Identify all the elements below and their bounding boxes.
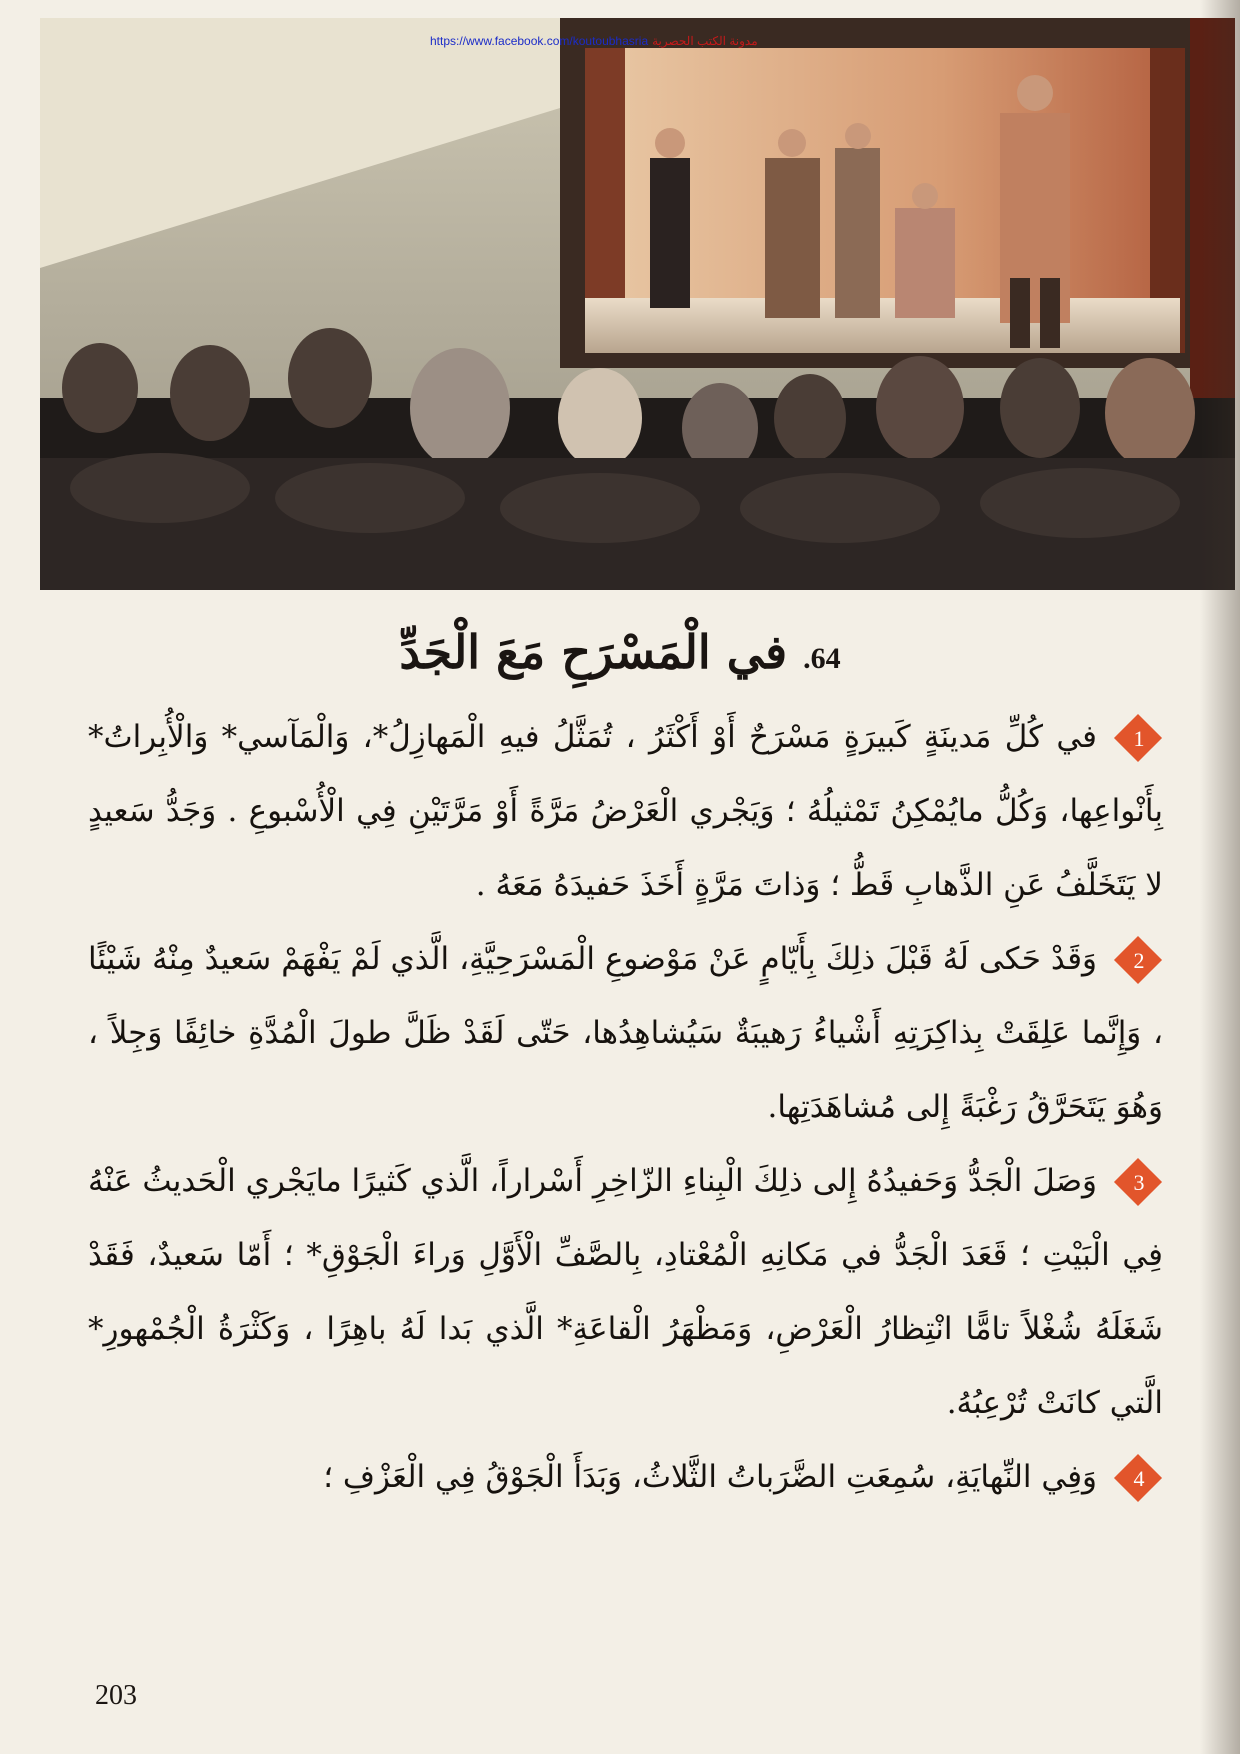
- lesson-title-text: في الْمَسْرَحِ مَعَ الْجَدِّ: [399, 625, 788, 679]
- lesson-body: [88, 700, 1163, 1514]
- watermark-url[interactable]: https://www.facebook.com/koutoubhasria: [430, 34, 649, 48]
- paragraph-text: وَصَلَ الْجَدُّ وَحَفيدُهُ إِلى ذلِكَ الْبِناءِ الزّاخِرِ أَسْراراً، الَّذي كَثيرًا مايَجْري الْحَديثُ عَنْهُ فِي الْبَيْتِ ؛ قَعَدَ الْجَدُّ في مَكانِهِ الْمُعْتادِ، بِالصَّفِّ الْأَوَّلِ وَراءَ الْجَوْقِ* ؛ أَمّا سَعيدٌ، فَقَدْ شَغَلَهُ شُغْلاً تامًّا انْتِظارُ الْعَرْضِ، وَمَظْهَرُ الْقاعَةِ* الَّذي بَدا لَهُ باهِرًا ، وَكَثْرَةُ الْجُمْهورِ* الَّتي كانَتْ تُرْعِبُهُ.: [88, 1163, 1163, 1421]
- paragraph-text: وَقَدْ حَكى لَهُ قَبْلَ ذلِكَ بِأَيّامٍ عَنْ مَوْضوعِ الْمَسْرَحِيَّةِ، الَّذي لَمْ يَفْهَمْ سَعيدٌ مِنْهُ شَيْئًا ، وَإِنَّما عَلِقَتْ بِذاكِرَتِهِ أَشْياءُ رَهيبَةٌ سَيُشاهِدُها، حَتّى لَقَدْ ظَلَّ طولَ الْمُدَّةِ خائِفًا وَجِلاً ، وَهُوَ يَتَحَرَّقُ رَغْبَةً إِلى مُشاهَدَتِها.: [88, 941, 1163, 1125]
- paragraph-1: [88, 700, 1163, 922]
- paragraph-text: في كُلِّ مَدينَةٍ كَبيرَةٍ مَسْرَحٌ أَوْ أَكْثَرُ ، تُمَثَّلُ فيهِ الْمَهازِلُ*، وَالْمَآسي* وَالْأُبِراتُ* بِأَنْواعِها، وَكُلُّ مايُمْكِنُ تَمْثيلُهُ ؛ وَيَجْري الْعَرْضُ مَرَّةً أَوْ مَرَّتَيْنِ فِي الْأُسْبوعِ . وَجَدُّ سَعيدٍ لا يَتَخَلَّفُ عَنِ الذَّهابِ قَطُّ ؛ وَذاتَ مَرَّةٍ أَخَذَ حَفيدَهُ مَعَهُ .: [88, 719, 1163, 903]
- paragraph-marker-number: 4: [1133, 1465, 1145, 1491]
- paragraph-2: [88, 922, 1163, 1144]
- paragraph-marker-number: 1: [1133, 725, 1145, 751]
- paragraph-4: [88, 1440, 1163, 1514]
- paragraph-marker: [1115, 715, 1163, 763]
- lesson-title: [0, 625, 1240, 679]
- watermark-blog-name: مدونة الكتب الحصرية: [652, 34, 758, 48]
- paragraph-3: [88, 1144, 1163, 1440]
- paragraph-marker-number: 3: [1133, 1169, 1145, 1195]
- theater-illustration: [40, 18, 1235, 590]
- page-number: 203: [95, 1680, 137, 1711]
- paragraph-marker: [1115, 937, 1163, 985]
- theater-scene-image: [40, 18, 1235, 590]
- watermark[interactable]: [430, 34, 758, 48]
- paragraph-marker: [1115, 1159, 1163, 1207]
- paragraph-text: وَفِي النِّهايَةِ، سُمِعَتِ الضَّرَباتُ الثَّلاثُ، وَبَدَأَ الْجَوْقُ فِي الْعَزْفِ ؛: [323, 1459, 1097, 1495]
- page-edge-shadow: [1200, 0, 1240, 1754]
- paragraph-marker: [1115, 1455, 1163, 1503]
- lesson-number: 64.: [803, 642, 841, 675]
- paragraph-marker-number: 2: [1133, 947, 1145, 973]
